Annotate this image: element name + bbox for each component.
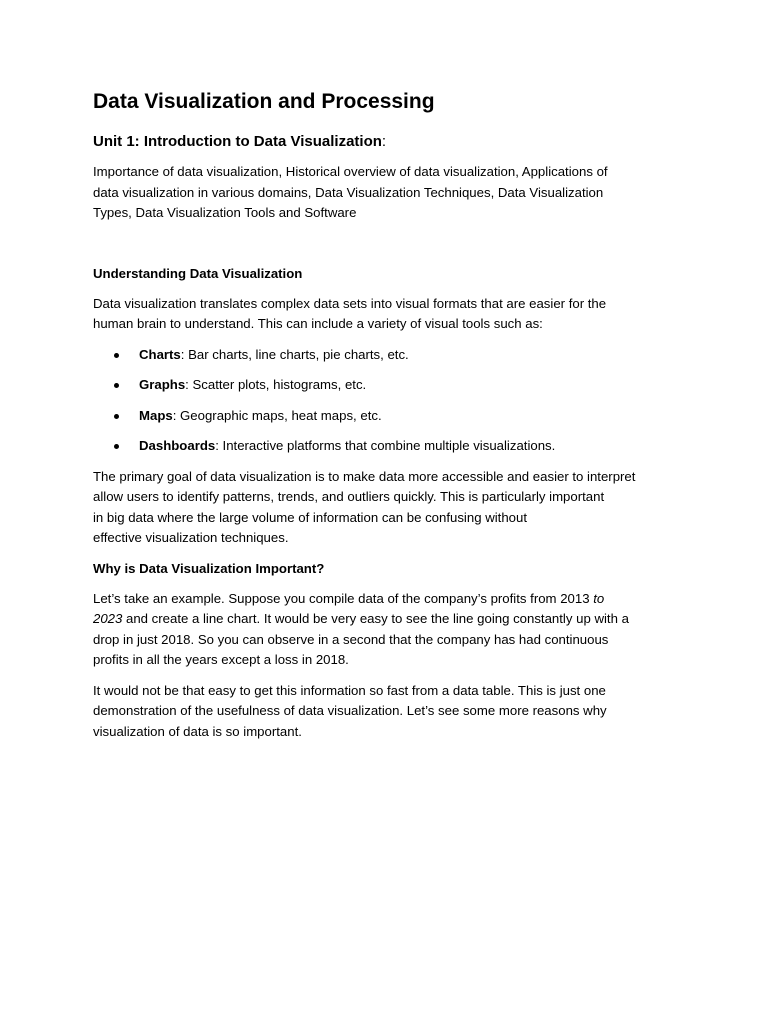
text-line: in big data where the large volume of information can be confusing without: [93, 509, 527, 525]
list-item-term: Graphs: [139, 377, 186, 392]
list-item-term: Maps: [139, 407, 173, 423]
unit-topics-paragraph: [93, 162, 678, 224]
list-item-desc: : Bar charts, line charts, pie charts, etc.: [180, 346, 409, 362]
understanding-intro-paragraph: [93, 294, 678, 335]
text-line: profits in all the years except a loss in 2018.: [93, 652, 349, 667]
example-italic-text: to: [593, 590, 605, 606]
list-item-desc: : Interactive platforms that combine multiple visualizations.: [215, 438, 556, 453]
list-item: [93, 406, 678, 426]
example-paragraph: [93, 589, 678, 671]
text-line: human brain to understand. This can include a variety of visual tools such as:: [93, 316, 543, 331]
text-line: data visualization in various domains, Data Visualization Techniques, Data Visualization: [93, 184, 604, 200]
text-line: The primary goal of data visualization is to make data more accessible and easier to interpret: [93, 468, 636, 484]
text-line: [93, 609, 678, 630]
text-line: [93, 589, 678, 610]
text-line: Types, Data Visualization Tools and Software: [93, 205, 357, 220]
list-item-term: Charts: [139, 346, 181, 362]
example-text: Let’s take an example. Suppose you compile data of the company’s profits from 2013: [93, 590, 594, 606]
text-line: demonstration of the usefulness of data visualization. Let’s see some more reasons why: [93, 703, 607, 718]
unit-heading-label: Unit 1: Introduction to Data Visualization: [93, 133, 382, 150]
list-item: [93, 345, 678, 365]
text-line: drop in just 2018. So you can observe in a second that the company has had continuous: [93, 631, 609, 647]
list-item-term: Dashboards: [139, 438, 216, 453]
text-line: effective visualization techniques.: [93, 530, 289, 545]
document-title: Data Visualization and Processing: [93, 90, 435, 113]
bullet-icon: [114, 444, 119, 449]
bullet-icon: [114, 353, 119, 358]
list-item: [93, 436, 678, 456]
visual-tools-list: [93, 345, 678, 457]
section-heading-understanding: Understanding Data Visualization: [93, 265, 303, 281]
bullet-icon: [114, 383, 119, 388]
section-heading-why: Why is Data Visualization Important?: [93, 560, 325, 576]
text-line: Data visualization translates complex data sets into visual formats that are easier for the: [93, 295, 607, 311]
example-italic-text: 2023: [93, 611, 123, 626]
text-line: It would not be that easy to get this information so fast from a data table. This is just one: [93, 682, 606, 698]
list-item: [93, 375, 678, 395]
example-text: and create a line chart. It would be very easy to see the line going constantly up with a: [122, 611, 629, 626]
text-line: Importance of data visualization, Historical overview of data visualization, Applications of: [93, 164, 608, 179]
bullet-icon: [114, 414, 119, 419]
primary-goal-paragraph: [93, 467, 678, 549]
unit-heading: [93, 132, 678, 152]
text-line: allow users to identify patterns, trends, and outliers quickly. This is particularly important: [93, 489, 605, 504]
list-item-desc: : Geographic maps, heat maps, etc.: [172, 407, 382, 423]
unit-heading-suffix: :: [381, 133, 387, 150]
text-line: visualization of data is so important.: [93, 723, 302, 739]
list-item-desc: : Scatter plots, histograms, etc.: [185, 377, 367, 392]
closing-paragraph: [93, 681, 678, 743]
